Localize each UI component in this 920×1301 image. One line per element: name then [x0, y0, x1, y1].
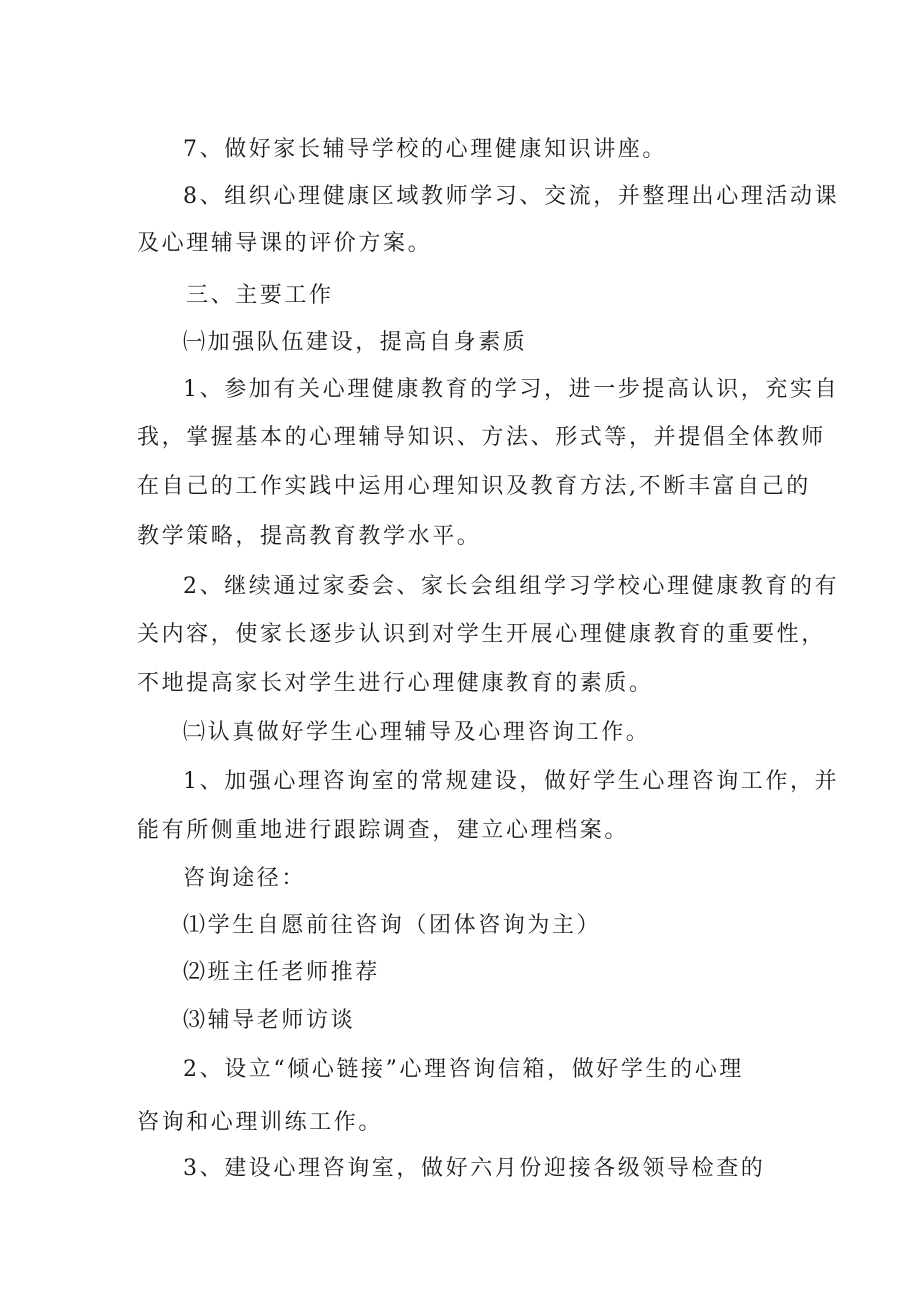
list-item-2: ⑵班主任老师推荐 [183, 960, 380, 985]
text-line-12: 不地提高家长对学生进行心理健康教育的素质。 [137, 671, 654, 696]
list-item-3: ⑶辅导老师访谈 [183, 1008, 356, 1033]
text-line-7: 我，掌握基本的心理辅导知识、方法、形式等，并提倡全体教师 [137, 425, 826, 450]
text-line-20: 2、设立“倾心链接”心理咨询信箱，做好学生的心理 [183, 1057, 744, 1082]
text-line-10: 2、继续通过家委会、家长会组组学习学校心理健康教育的有 [183, 574, 840, 599]
text-line-14: 1、加强心理咨询室的常规建设，做好学生心理咨询工作，并 [183, 769, 840, 794]
text-line-9: 教学策略，提高教育教学水平。 [137, 524, 482, 549]
section-heading: 三、主要工作 [186, 283, 334, 308]
subsection-heading-1: ㈠加强队伍建设，提高自身素质 [183, 330, 528, 355]
text-line-16: 咨询途径： [183, 866, 307, 891]
text-line-3: 及心理辅导课的评价方案。 [137, 231, 433, 256]
text-line-6: 1、参加有关心理健康教育的学习，进一步提高认识，充实自 [183, 377, 840, 402]
text-line-8: 在自己的工作实践中运用心理知识及教育方法,不断丰富自己的 [137, 474, 811, 499]
text-line-11: 关内容，使家长逐步认识到对学生开展心理健康教育的重要性， [137, 622, 826, 647]
text-line-22: 3、建设心理咨询室，做好六月份迎接各级领导检查的 [183, 1156, 766, 1181]
list-item-1: ⑴学生自愿前往咨询（团体咨询为主） [183, 913, 602, 938]
text-line-2: 8、组织心理健康区域教师学习、交流，并整理出心理活动课 [183, 184, 840, 209]
text-line-21: 咨询和心理训练工作。 [137, 1110, 384, 1135]
text-line-1: 7、做好家长辅导学校的心理健康知识讲座。 [183, 137, 667, 162]
text-line-15: 能有所侧重地进行跟踪调查，建立心理档案。 [137, 818, 630, 843]
subsection-heading-2: ㈡认真做好学生心理辅导及心理咨询工作。 [183, 720, 651, 745]
